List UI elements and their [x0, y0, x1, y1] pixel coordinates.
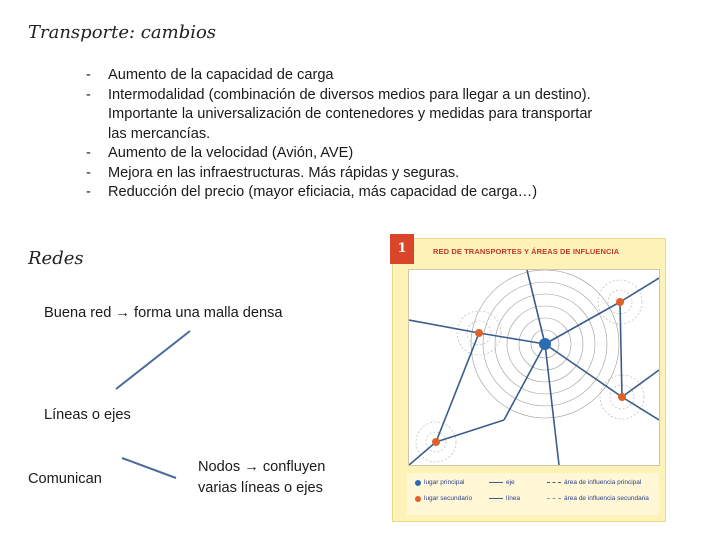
transport-axis	[545, 344, 622, 397]
legend-line: línea	[489, 495, 520, 502]
nodos-text-line1: Nodos → confluyen	[198, 459, 326, 475]
legend-main-place: lugar principal	[415, 479, 464, 486]
connector-buena-red-to-lineas	[116, 331, 190, 389]
axis-line-icon	[489, 482, 503, 483]
secondary-area-icon	[547, 498, 561, 499]
transport-axis	[545, 344, 559, 465]
legend-secondary-area: área de influencia secundaria	[547, 495, 649, 502]
legend-axis: eje	[489, 479, 515, 486]
network-map	[408, 269, 660, 466]
network-map-drawing	[409, 270, 659, 465]
transport-axis	[409, 442, 436, 465]
transport-axis	[436, 420, 504, 442]
nodos-text-line2: varias líneas o ejes	[198, 480, 323, 496]
figure-title: RED DE TRANSPORTES Y ÁREAS DE INFLUENCIA	[433, 247, 620, 256]
secondary-place-icon	[415, 496, 421, 502]
redes-heading: Redes	[28, 248, 84, 269]
transport-axis	[620, 302, 622, 397]
bullet-item: - Mejora en las infraestructuras. Más rápidas y seguras.	[86, 164, 460, 181]
figure-legend	[407, 473, 659, 515]
main-node	[539, 338, 551, 350]
transport-axis	[479, 333, 545, 344]
connector-comunican-to-nodos	[122, 458, 176, 478]
comunican-text: Comunican	[28, 471, 102, 487]
main-area-icon	[547, 482, 561, 483]
lineas-text: Líneas o ejes	[44, 407, 131, 423]
secondary-node	[432, 438, 440, 446]
figure-number-badge: 1	[390, 234, 414, 264]
bullet-item: - Intermodalidad (combinación de diversos medios para llegar a un destino). Importante la universalización de contenedores y medidas para transportar las mercancías.	[86, 86, 593, 142]
transport-axis	[622, 397, 659, 420]
bullet-item: - Reducción del precio (mayor eficiacia, más capacidad de carga…)	[86, 184, 538, 200]
bullet-item: - Aumento de la velocidad (Avión, AVE)	[86, 145, 354, 161]
bullet-item: - Aumento de la capacidad de carga	[86, 67, 334, 83]
secondary-node	[618, 393, 626, 401]
transport-network-figure	[392, 238, 666, 522]
transport-axis	[436, 333, 479, 442]
legend-main-area: área de influencia principal	[547, 479, 641, 486]
slide-title: Transporte: cambios	[28, 22, 217, 43]
transport-axis	[409, 320, 479, 333]
transport-axis	[504, 344, 545, 420]
transport-axis	[622, 370, 659, 397]
legend-secondary-place: lugar secundario	[415, 495, 472, 502]
buena-red-text: Buena red → forma una malla densa	[44, 305, 283, 321]
transport-axis	[620, 278, 659, 302]
secondary-node	[616, 298, 624, 306]
secondary-node	[475, 329, 483, 337]
line-icon	[489, 498, 503, 499]
main-place-icon	[415, 480, 421, 486]
